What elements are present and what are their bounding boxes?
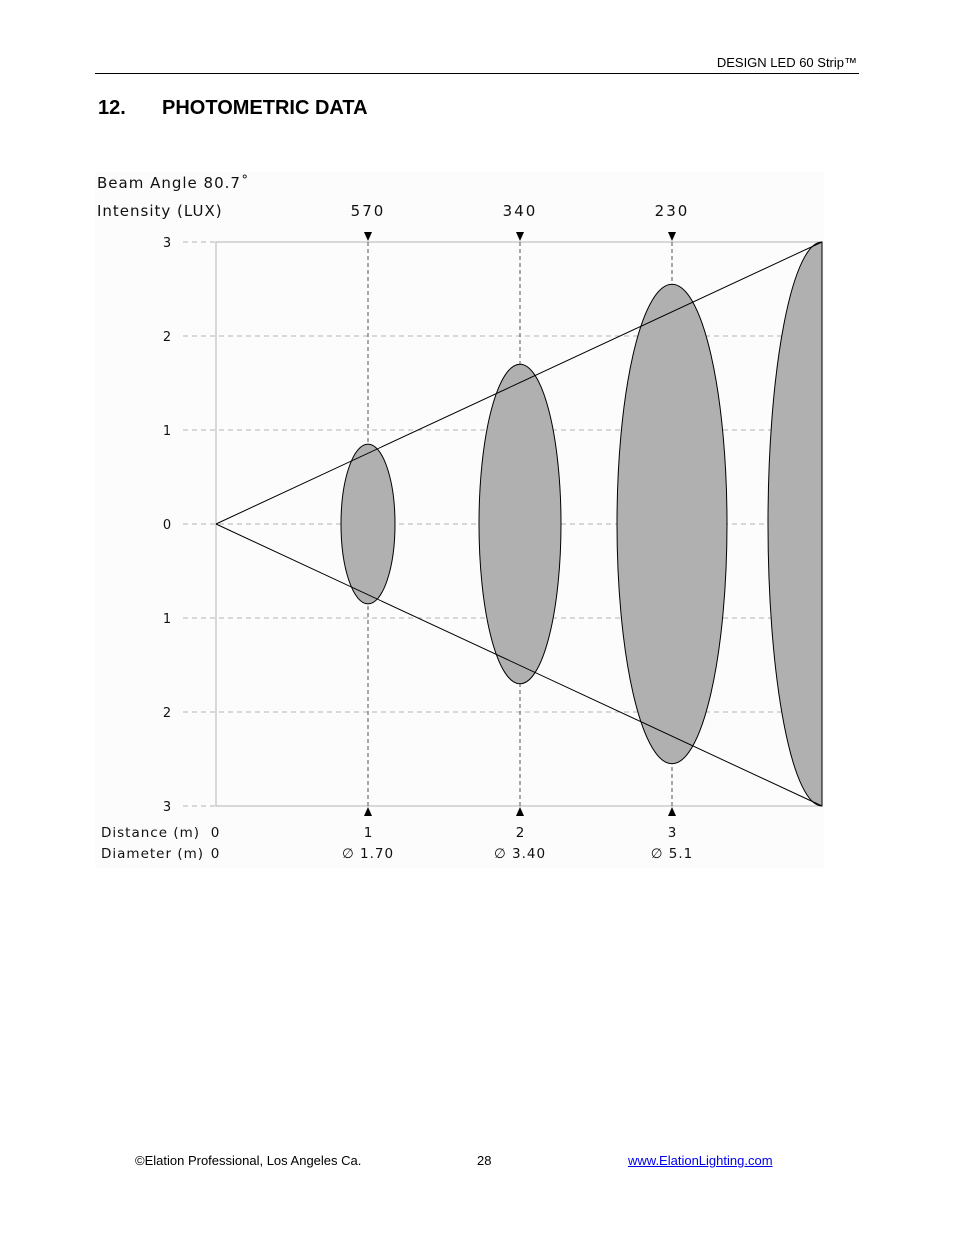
origin-diameter-label: 0 bbox=[210, 846, 220, 862]
beam-ellipse bbox=[341, 444, 395, 604]
chart-title: Beam Angle 80.7˚ bbox=[97, 174, 250, 192]
distance-value: 1 bbox=[363, 825, 373, 841]
lux-value: 570 bbox=[350, 202, 386, 220]
section-heading bbox=[98, 97, 368, 120]
section-title: PHOTOMETRIC DATA bbox=[162, 97, 368, 119]
beam-ellipse bbox=[617, 284, 727, 763]
distance-label: Distance (m) bbox=[101, 825, 201, 841]
diameter-value: ∅ 1.70 bbox=[341, 846, 395, 862]
y-tick-label: 0 bbox=[162, 518, 172, 533]
header-rule bbox=[95, 73, 859, 74]
diameter-label: Diameter (m) bbox=[101, 846, 204, 862]
lux-value: 230 bbox=[654, 202, 690, 220]
distance-value: 3 bbox=[667, 825, 677, 841]
lux-value: 340 bbox=[502, 202, 538, 220]
header-title: DESIGN LED 60 Strip™ bbox=[716, 55, 857, 70]
photometric-chart bbox=[95, 172, 824, 868]
diameter-value: ∅ 3.40 bbox=[493, 846, 547, 862]
y-tick-label: 2 bbox=[162, 330, 172, 345]
y-tick-label: 1 bbox=[162, 424, 172, 439]
y-tick-label: 3 bbox=[162, 800, 172, 815]
section-number: 12. bbox=[98, 97, 126, 119]
diameter-value: ∅ 5.1 bbox=[650, 846, 694, 862]
footer-page-number: 28 bbox=[477, 1153, 492, 1168]
footer-website-link[interactable]: www.ElationLighting.com bbox=[628, 1153, 773, 1168]
intensity-label: Intensity (LUX) bbox=[97, 202, 223, 220]
footer-copyright: ©Elation Professional, Los Angeles Ca. bbox=[135, 1153, 362, 1168]
origin-distance-label: 0 bbox=[210, 825, 220, 841]
y-tick-label: 3 bbox=[162, 236, 172, 251]
y-tick-label: 1 bbox=[162, 612, 172, 627]
y-tick-label: 2 bbox=[162, 706, 172, 721]
distance-value: 2 bbox=[515, 825, 525, 841]
beam-ellipse bbox=[479, 364, 561, 684]
